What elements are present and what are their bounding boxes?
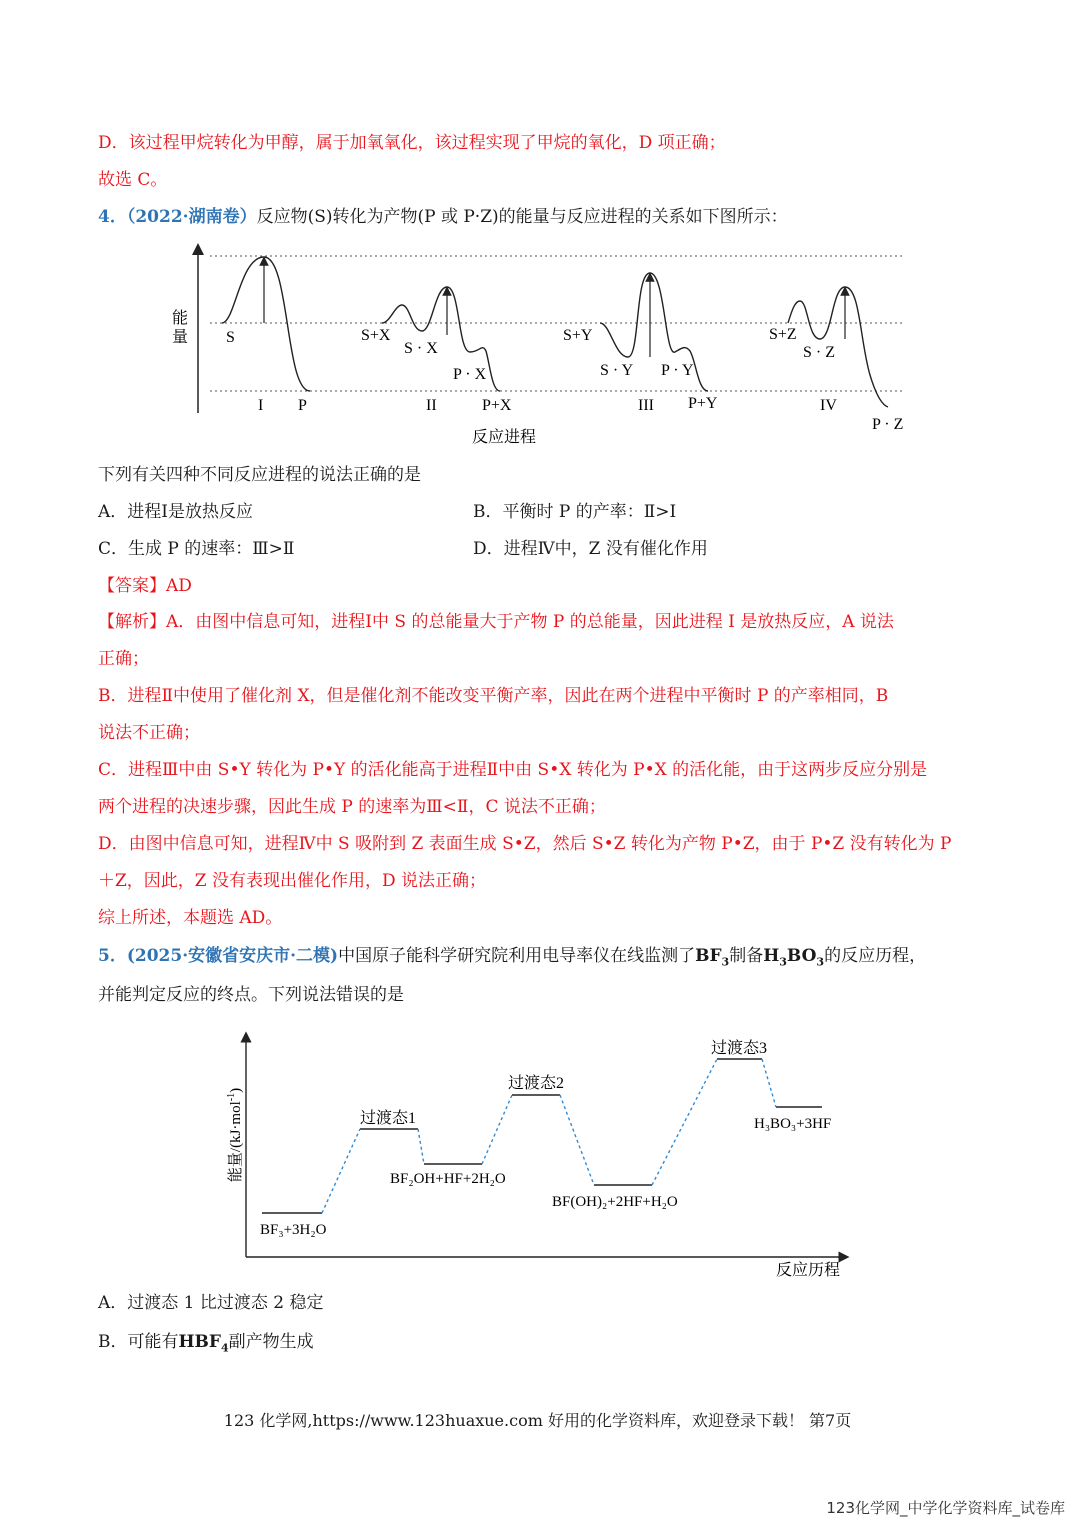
q5-formula-hbf4: $HBF_4$	[178, 1332, 229, 1355]
q4-stem-text: 反应物(S)转化为产物(P 或 P·Z)的能量与反应进程的关系如下图所示：	[256, 207, 788, 227]
q4-x-label: 反应进程	[472, 429, 537, 446]
q5-number: 5．	[98, 946, 127, 966]
q4-label-p1: P	[298, 397, 307, 414]
q4-analysis-4: 说法不正确；	[98, 723, 200, 743]
q5-label-s3: H₃BO₃+3HF	[754, 1116, 832, 1132]
q4-label-s-z: S · Z	[803, 344, 835, 361]
q4-answer: 【答案】AD	[98, 576, 192, 596]
q5-label-ts2: 过渡态2	[508, 1075, 565, 1092]
q5-y-label: 能量/(kJ·mol$^{-1}$)	[226, 1087, 244, 1183]
q4-curve-i	[222, 257, 310, 391]
q5-stem	[98, 945, 926, 973]
prev-choice: 故选 C。	[98, 170, 168, 190]
q4-analysis-3: B．进程Ⅱ中使用了催化剂 X，但是催化剂不能改变平衡产率，因此在两个进程中平衡时 P 的产率相同，B	[98, 686, 889, 706]
q5-label-s1: BF₂OH+HF+2H₂O	[390, 1171, 506, 1187]
watermark: 123化学网_中学化学资料库_试卷库	[826, 1499, 1065, 1517]
q4-label-ii: II	[426, 397, 437, 414]
q4-label-s: S	[226, 329, 235, 346]
q5-energy-diagram	[220, 1025, 860, 1285]
q4-label-sz: S+Z	[769, 326, 797, 343]
q5-label-s2: BF(OH)₂+2HF+H₂O	[552, 1194, 678, 1210]
prev-answer-d: D．该过程甲烷转化为甲醇，属于加氧氧化，该过程实现了甲烷的氧化，D 项正确；	[98, 133, 726, 153]
q4-label-s-x: S · X	[404, 340, 438, 357]
q5-stem-c: 的反应历程，	[824, 946, 927, 966]
q4-analysis-7: D．由图中信息可知，进程Ⅳ中 S 吸附到 Z 表面生成 S•Z，然后 S•Z 转化为产物 P•Z，由于 P•Z 没有转化为 P	[98, 834, 952, 854]
q4-label-px: P+X	[482, 397, 512, 414]
q4-y-label-1: 能	[172, 310, 189, 327]
q5-stem-a: 中国原子能科学研究院利用电导率仪在线监测了	[338, 946, 696, 966]
q4-number: 4．	[98, 207, 127, 227]
q5-option-a: A．过渡态 1 比过渡态 2 稳定	[98, 1293, 324, 1313]
q4-label-sy: S+Y	[563, 327, 593, 344]
q4-analysis-6: 两个进程的决速步骤，因此生成 P 的速率为Ⅲ<Ⅱ，C 说法不正确；	[98, 797, 606, 817]
q5-stem-b: 制备	[729, 946, 764, 966]
q4-label-sx: S+X	[361, 327, 391, 344]
q4-option-b: B．平衡时 P 的产率：Ⅱ>Ⅰ	[473, 502, 677, 522]
q4-label-p-z: P · Z	[872, 416, 904, 433]
q4-option-d: D．进程Ⅳ中，Z 没有催化作用	[473, 539, 708, 559]
q4-analysis-5: C．进程Ⅲ中由 S•Y 转化为 P•Y 的活化能高于进程Ⅱ中由 S•X 转化为 P•X 的活化能，由于这两步反应分别是	[98, 760, 928, 780]
q4-label-p-y: P · Y	[661, 362, 694, 379]
q4-source: （2022·湖南卷）	[126, 207, 257, 227]
q4-y-label-2: 量	[172, 329, 189, 346]
q4-label-i: I	[258, 397, 264, 414]
q4-analysis-1: 【解析】A．由图中信息可知，进程Ⅰ中 S 的总能量大于产物 P 的总能量，因此进程 I 是放热反应，A 说法	[98, 612, 894, 632]
q5-option-b: B．可能有$HBF_4$副产物生成	[98, 1332, 314, 1355]
q5-formula-bf3: $BF_3$	[695, 946, 730, 969]
q5-label-ts3: 过渡态3	[711, 1040, 768, 1057]
q5-label-s0: BF₃+3H₂O	[260, 1222, 327, 1238]
q4-label-s-y: S · Y	[600, 362, 634, 379]
q4-label-py: P+Y	[688, 395, 718, 412]
q4-stem	[98, 206, 788, 228]
q4-option-c: C．生成 P 的速率：Ⅲ>Ⅱ	[98, 539, 295, 559]
q5-stem-2: 并能判定反应的终点。下列说法错误的是	[98, 985, 404, 1005]
q4-analysis-8: ＋Z，因此，Z 没有表现出催化作用，D 说法正确；	[98, 871, 487, 891]
q5-formula-h3bo3: $H_3BO_3$	[763, 946, 825, 969]
q5-source: (2025·安徽省安庆市·二模)	[126, 946, 339, 966]
q4-analysis-2: 正确；	[98, 649, 149, 669]
q5-x-label: 反应历程	[776, 1262, 841, 1279]
q4-energy-diagram	[160, 235, 920, 450]
q4-question: 下列有关四种不同反应进程的说法正确的是	[98, 465, 421, 485]
q4-label-p-x: P · X	[453, 366, 487, 383]
q4-analysis-9: 综上所述，本题选 AD。	[98, 908, 283, 928]
q4-option-a: A．进程Ⅰ是放热反应	[98, 502, 253, 522]
q4-label-iii: III	[638, 397, 654, 414]
q5-label-ts1: 过渡态1	[360, 1110, 417, 1127]
q4-label-iv: IV	[820, 397, 837, 414]
page-footer: 123 化学网,https://www.123huaxue.com 好用的化学资料库，欢迎登录下载！ 第7页	[223, 1411, 852, 1430]
